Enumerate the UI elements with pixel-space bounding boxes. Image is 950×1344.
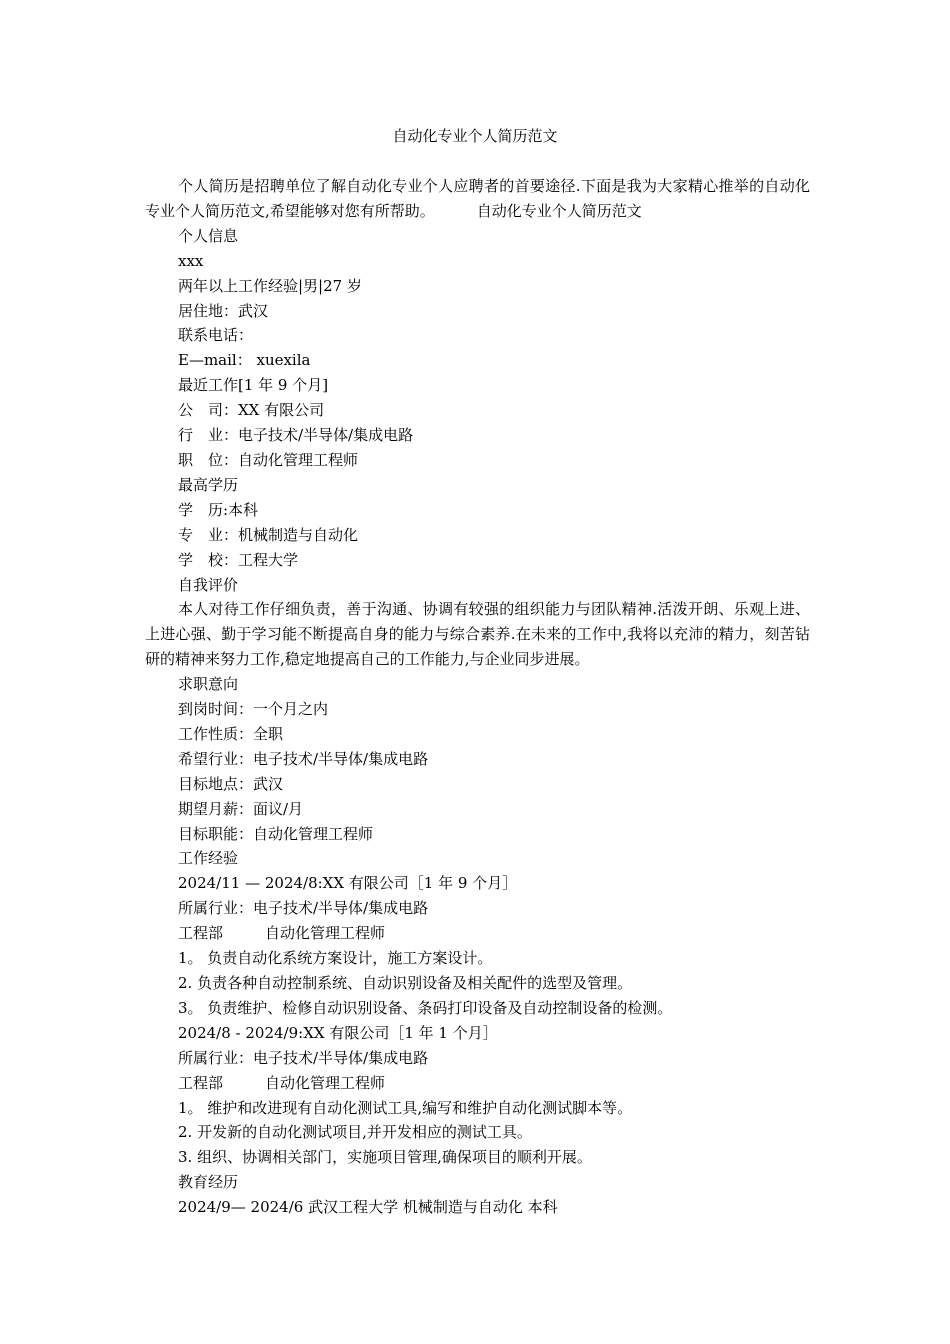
document-body bbox=[145, 174, 810, 1220]
expected-salary-line: 期望月薪：面议/月 bbox=[178, 799, 304, 818]
job2-dept: 工程部 bbox=[178, 1073, 224, 1092]
summary-line: 两年以上工作经验|男|27 岁 bbox=[178, 276, 362, 295]
job1-title: 自动化管理工程师 bbox=[265, 924, 386, 943]
industry-line: 行 业：电子技术/半导体/集成电路 bbox=[178, 426, 414, 445]
job1-dept-line bbox=[145, 921, 810, 946]
job-type-line: 工作性质：全职 bbox=[178, 724, 284, 743]
job2-duty-2: 2. 开发新的自动化测试项目,并开发相应的测试工具。 bbox=[178, 1123, 532, 1142]
job2-industry-line: 所属行业：电子技术/半导体/集成电路 bbox=[178, 1048, 429, 1067]
recent-work-heading: 最近工作[1 年 9 个月] bbox=[178, 376, 329, 395]
job2-title: 自动化管理工程师 bbox=[265, 1073, 386, 1092]
self-evaluation-paragraph: 本人对待工作仔细负责，善于沟通、协调有较强的组织能力与团队精神.活泼开朗、乐观上进、上进心强、勤于学习能不断提高自身的能力与综合素养.在未来的工作中,我将以充沛的精力，刻苦钻研的精神来努力工作,稳定地提高自己的工作能力,与企业同步进展。 bbox=[145, 600, 810, 669]
intro-text: 个人简历是招聘单位了解自动化专业个人应聘者的首要途径.下面是我为大家精心推举的自动化专业个人简历范文,希望能够对您有所帮助。 bbox=[145, 177, 810, 220]
target-location-line: 目标地点：武汉 bbox=[178, 774, 284, 793]
intro-tail-text: 自动化专业个人简历范文 bbox=[476, 201, 642, 220]
section-heading-personal-info: 个人信息 bbox=[178, 226, 239, 245]
job2-period-line: 2024/8 - 2024/9:XX 有限公司［1 年 1 个月］ bbox=[178, 1023, 498, 1042]
job2-duty-3: 3. 组织、协调相关部门，实施项目管理,确保项目的顺利开展。 bbox=[178, 1148, 592, 1167]
job1-industry-line: 所属行业：电子技术/半导体/集成电路 bbox=[178, 899, 429, 918]
desired-industry-line: 希望行业：电子技术/半导体/集成电路 bbox=[178, 749, 429, 768]
intro-paragraph bbox=[145, 174, 810, 224]
job1-duty-3: 3。 负责维护、检修自动识别设备、条码打印设备及自动控制设备的检测。 bbox=[178, 998, 673, 1017]
major-line: 专 业：机械制造与自动化 bbox=[178, 525, 359, 544]
job1-duty-1: 1。 负责自动化系统方案设计，施工方案设计。 bbox=[178, 949, 493, 968]
education-line: 2024/9— 2024/6 武汉工程大学 机械制造与自动化 本科 bbox=[178, 1198, 558, 1217]
start-time-line: 到岗时间：一个月之内 bbox=[178, 700, 329, 719]
school-line: 学 校：工程大学 bbox=[178, 550, 299, 569]
job1-dept: 工程部 bbox=[178, 924, 224, 943]
position-line: 职 位：自动化管理工程师 bbox=[178, 450, 359, 469]
job2-duty-1: 1。 维护和改进现有自动化测试工具,编写和维护自动化测试脚本等。 bbox=[178, 1098, 633, 1117]
section-heading-education: 教育经历 bbox=[178, 1173, 239, 1192]
document-title: 自动化专业个人简历范文 bbox=[392, 127, 558, 145]
section-heading-job-intention: 求职意向 bbox=[178, 675, 239, 694]
phone-line: 联系电话： bbox=[178, 326, 254, 345]
section-heading-education-level: 最高学历 bbox=[178, 475, 239, 494]
email-line: E—mail： xuexila bbox=[178, 351, 311, 370]
section-heading-self-evaluation: 自我评价 bbox=[178, 575, 239, 594]
job2-dept-line bbox=[145, 1071, 810, 1096]
target-function-line: 目标职能：自动化管理工程师 bbox=[178, 824, 374, 843]
job1-period-line: 2024/11 — 2024/8:XX 有限公司［1 年 9 个月］ bbox=[178, 874, 518, 893]
degree-line: 学 历:本科 bbox=[178, 500, 259, 519]
job1-duty-2: 2. 负责各种自动控制系统、自动识别设备及相关配件的选型及管理。 bbox=[178, 974, 633, 992]
name-line: xxx bbox=[178, 251, 204, 270]
company-line: 公 司：XX 有限公司 bbox=[178, 401, 325, 420]
section-heading-work-experience: 工作经验 bbox=[178, 849, 239, 868]
residence-line: 居住地：武汉 bbox=[178, 301, 269, 320]
